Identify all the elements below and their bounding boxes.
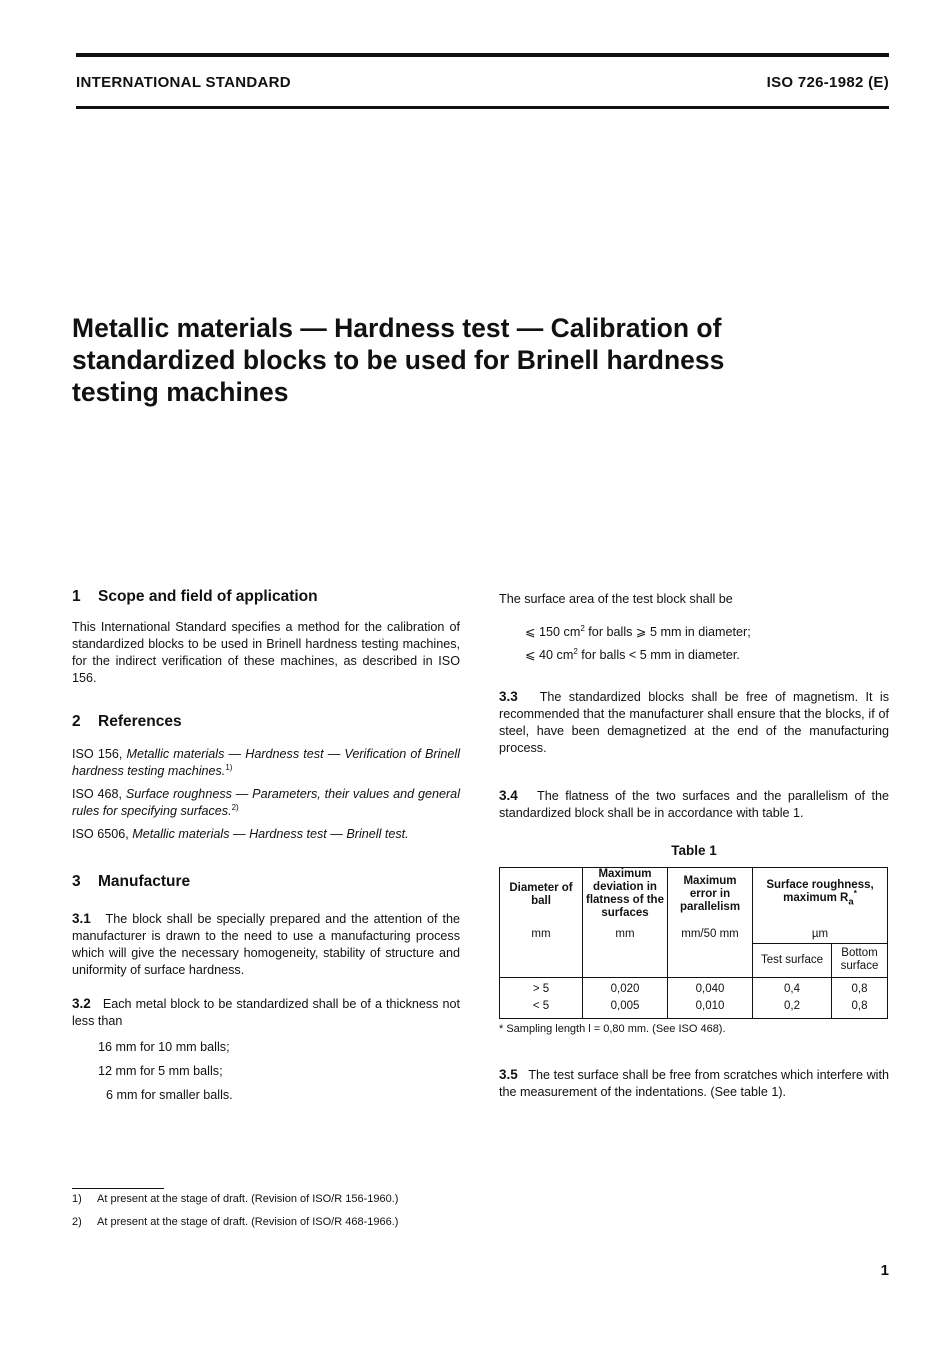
table-1 [499, 867, 888, 1019]
section-1-heading: 1 Scope and field of application [72, 588, 318, 605]
page-number: 1 [880, 1262, 889, 1279]
title-line-3: testing machines [72, 377, 289, 407]
document-title [72, 312, 832, 408]
clause-3-1: 3.1 The block shall be specially prepared and the attention of the manufacturer is drawn to the need to use a manufacturing process which will give the necessary homogeneity, stability of structure and uniformity of surface hardness. [72, 911, 460, 977]
header-bottom-rule [76, 106, 889, 109]
thickness-list-item: 16 mm for 10 mm balls; [98, 1040, 230, 1054]
clause-3-3: 3.3 The standardized blocks shall be free of magnetism. It is recommended that the manufacturer shall ensure that the blocks, if of steel, have been demagnetized at the end of the manufacturing process. [499, 689, 889, 755]
table-header-diameter: Diameter of ball [509, 882, 573, 907]
table-row: > 5 0,020 0,040 0,4 0,8 [500, 978, 888, 999]
clause-3-2: 3.2 Each metal block to be standardized shall be of a thickness not less than [72, 996, 460, 1028]
surface-area-item: ⩽ 40 $cm^2$ for balls < 5 mm in diameter. [525, 646, 740, 662]
surface-area-item: ⩽ 150 $cm^2$ for balls ⩾ 5 mm in diameter; [525, 623, 751, 639]
section-2-heading: 2 References [72, 713, 182, 730]
table-header-parallelism: Maximum error in parallelism [668, 868, 753, 921]
table-1-caption: Table 1 [671, 843, 717, 858]
table-subheader-test: Test surface [753, 944, 832, 978]
header-top-rule [76, 53, 889, 57]
table-unit-parallelism: mm/50 mm [668, 920, 753, 944]
footnote-rule [72, 1188, 164, 1189]
thickness-list-item: 12 mm for 5 mm balls; [98, 1064, 223, 1078]
reference-iso-468: ISO 468, Surface roughness — Parameters, their values and general rules for specifying surfaces.$^{2)}$ [72, 787, 460, 818]
right-column [499, 591, 889, 1101]
footnote-2: 2) At present at the stage of draft. (Revision of ISO/R 468-1966.) [72, 1216, 399, 1228]
table-header-flatness: Maximum deviation in flatness of the surfaces [583, 868, 668, 921]
table-unit-roughness: µm [753, 920, 888, 944]
title-line-1: Metallic materials — Hardness test — Calibration of [72, 313, 722, 343]
table-row: < 5 0,005 0,010 0,2 0,8 [500, 998, 888, 1019]
section-1-body: This International Standard specifies a method for the calibration of standardized blocks to be used in Brinell hardness testing machines, for the indirect verification of these machines, as described in ISO 156. [72, 620, 460, 685]
reference-iso-6506: ISO 6506, Metallic materials — Hardness test — Brinell test. [72, 827, 409, 841]
section-3-heading: 3 Manufacture [72, 873, 191, 890]
header-document-code: ISO 726-1982 (E) [766, 74, 889, 91]
clause-3-5: 3.5 The test surface shall be free from scratches which interfere with the measurement of the indentations. (See table 1). [499, 1067, 889, 1099]
surface-area-intro: The surface area of the test block shall be [499, 592, 733, 606]
title-line-2: standardized blocks to be used for Brinell hardness [72, 345, 725, 375]
table-subheader-bottom: Bottom surface [832, 944, 888, 978]
left-column [72, 588, 460, 1104]
clause-3-4: 3.4 The flatness of the two surfaces and the parallelism of the standardized block shall be in accordance with table 1. [499, 788, 890, 820]
reference-iso-156: ISO 156, Metallic materials — Hardness test — Verification of Brinell hardness testing machines.$^{1)}$ [72, 747, 461, 778]
table-1-footnote: * Sampling length l = 0,80 mm. (See ISO 468). [499, 1023, 726, 1035]
footnote-1: 1) At present at the stage of draft. (Revision of ISO/R 156-1960.) [72, 1193, 399, 1205]
header-standard-label: INTERNATIONAL STANDARD [76, 74, 291, 91]
table-header-roughness: Surface roughness, maximum $R_a^*$ [753, 868, 888, 920]
table-unit-diameter: mm [531, 928, 551, 940]
table-unit-flatness: mm [583, 920, 668, 944]
thickness-list-item: 6 mm for smaller balls. [106, 1088, 233, 1102]
